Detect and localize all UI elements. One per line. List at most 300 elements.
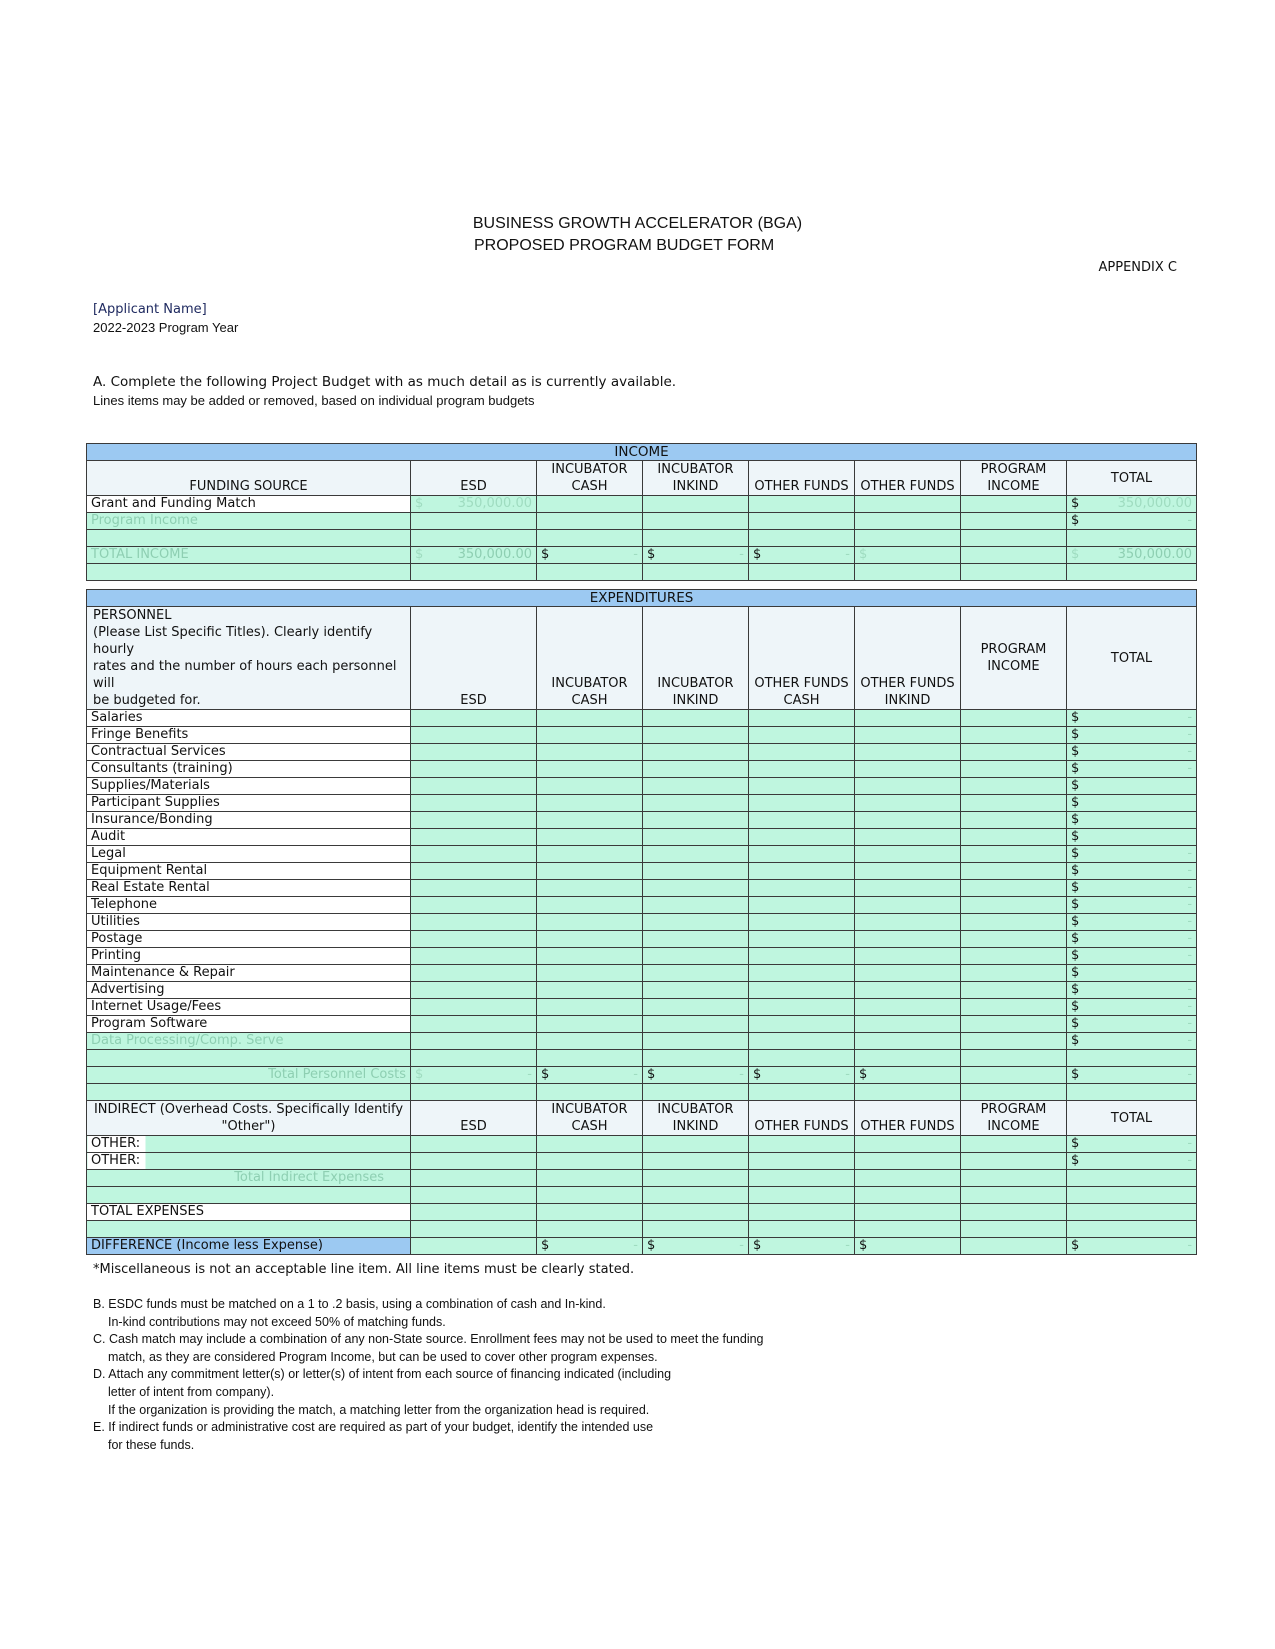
- expense-row: [87, 710, 1197, 727]
- input-cell[interactable]: [749, 897, 855, 914]
- program-year: 2022-2023 Program Year: [93, 320, 239, 335]
- input-cell[interactable]: [537, 982, 643, 999]
- other-label-input[interactable]: OTHER:: [87, 1153, 411, 1170]
- expenditures-section-header: EXPENDITURES: [87, 590, 1197, 607]
- input-cell[interactable]: [537, 812, 643, 829]
- total-value: -: [1187, 744, 1193, 759]
- input-cell[interactable]: [961, 863, 1067, 880]
- total-cell: [1067, 829, 1197, 846]
- incubator-inkind-total-value: -: [739, 547, 744, 562]
- input-cell[interactable]: [749, 795, 855, 812]
- diff-value: -: [845, 1238, 850, 1253]
- other-label-input[interactable]: OTHER:: [87, 1136, 411, 1153]
- input-cell[interactable]: [749, 914, 855, 931]
- total-cell: [1067, 1033, 1197, 1050]
- total-cell: [1067, 914, 1197, 931]
- input-cell[interactable]: [855, 982, 961, 999]
- input-cell[interactable]: [749, 1016, 855, 1033]
- input-cell[interactable]: [537, 795, 643, 812]
- dollar-sign: $: [1071, 880, 1080, 895]
- col-program-income: PROGRAM INCOME: [961, 1101, 1067, 1136]
- input-cell[interactable]: [643, 795, 749, 812]
- input-cell[interactable]: [961, 812, 1067, 829]
- input-cell[interactable]: [749, 812, 855, 829]
- dollar-sign: $: [1071, 846, 1080, 861]
- total-cell: [1067, 761, 1197, 778]
- input-cell[interactable]: [643, 1153, 749, 1170]
- total-value: -: [1187, 727, 1193, 742]
- total-cell: [1067, 982, 1197, 999]
- expense-blank-row-4: [87, 1221, 1197, 1238]
- incubator-inkind-total-value: -: [739, 1067, 744, 1082]
- input-cell[interactable]: [855, 496, 961, 513]
- input-cell[interactable]: [643, 513, 749, 530]
- input-cell[interactable]: [643, 982, 749, 999]
- personnel-grand-total: [1067, 1067, 1197, 1084]
- input-cell[interactable]: [855, 778, 961, 795]
- col-program-income: PROGRAM INCOME: [961, 461, 1067, 496]
- total-value: -: [1187, 880, 1193, 895]
- input-cell[interactable]: [749, 1153, 855, 1170]
- note-b-cont: In-kind contributions may not exceed 50% of matching funds.: [108, 1314, 446, 1329]
- input-cell[interactable]: [411, 778, 537, 795]
- input-cell[interactable]: [855, 513, 961, 530]
- other-funds-1-total-value: -: [845, 547, 850, 562]
- input-cell[interactable]: [411, 863, 537, 880]
- input-cell[interactable]: [749, 846, 855, 863]
- input-cell[interactable]: [855, 914, 961, 931]
- total-cell: [1067, 744, 1197, 761]
- col-incubator-inkind: INCUBATOR INKIND: [643, 607, 749, 710]
- expense-label: Contractual Services: [87, 744, 411, 761]
- input-cell[interactable]: [749, 931, 855, 948]
- expense-row: [87, 880, 1197, 897]
- col-total: TOTAL: [1067, 461, 1197, 496]
- personnel-instructions: PERSONNEL (Please List Specific Titles). Clearly identify hourly rates and the number of hours each personnel will be budgeted for.: [87, 607, 411, 710]
- input-cell[interactable]: [643, 727, 749, 744]
- input-cell[interactable]: [961, 744, 1067, 761]
- input-cell[interactable]: [537, 1136, 643, 1153]
- input-cell[interactable]: [643, 931, 749, 948]
- input-cell[interactable]: [537, 948, 643, 965]
- total-value: -: [1187, 982, 1193, 997]
- input-cell[interactable]: [643, 829, 749, 846]
- input-cell[interactable]: [411, 948, 537, 965]
- total-value: -: [1187, 1136, 1193, 1151]
- input-cell[interactable]: [855, 846, 961, 863]
- input-cell[interactable]: [749, 496, 855, 513]
- input-cell[interactable]: [961, 982, 1067, 999]
- income-row-program: [87, 513, 1197, 530]
- input-cell[interactable]: [411, 1136, 537, 1153]
- instruction-a: A. Complete the following Project Budget with as much detail as is currently available.: [93, 374, 677, 390]
- diff-value: -: [633, 1238, 638, 1253]
- row-label: Program Income: [87, 513, 411, 530]
- input-cell[interactable]: [537, 727, 643, 744]
- col-esd: ESD: [411, 1101, 537, 1136]
- input-cell[interactable]: [411, 982, 537, 999]
- spacer-row: [87, 581, 1197, 590]
- other-funds-2-difference: [855, 1238, 961, 1255]
- expense-label: Telephone: [87, 897, 411, 914]
- input-cell[interactable]: [411, 710, 537, 727]
- input-cell[interactable]: [411, 1033, 537, 1050]
- total-value: -: [1187, 999, 1193, 1014]
- input-cell[interactable]: [537, 1153, 643, 1170]
- indirect-label: INDIRECT (Overhead Costs. Specifically Identify "Other"): [87, 1101, 411, 1136]
- input-cell[interactable]: [643, 948, 749, 965]
- dollar-sign: $: [1071, 999, 1080, 1014]
- total-cell: [1067, 999, 1197, 1016]
- input-cell[interactable]: [961, 914, 1067, 931]
- input-cell[interactable]: [961, 931, 1067, 948]
- total-value: -: [1187, 897, 1193, 912]
- input-cell[interactable]: [961, 727, 1067, 744]
- input-cell[interactable]: [749, 880, 855, 897]
- grand-total-income-value: 350,000.00: [1117, 547, 1193, 562]
- input-cell[interactable]: [537, 1033, 643, 1050]
- total-value: -: [1187, 761, 1193, 776]
- dollar-sign: $: [647, 1238, 656, 1253]
- input-cell[interactable]: [855, 761, 961, 778]
- incubator-cash-difference: [537, 1238, 643, 1255]
- input-cell[interactable]: [855, 999, 961, 1016]
- input-cell[interactable]: [855, 1153, 961, 1170]
- input-cell[interactable]: [537, 914, 643, 931]
- input-cell[interactable]: [855, 1136, 961, 1153]
- total-cell: [1067, 880, 1197, 897]
- total-cell: [1067, 965, 1197, 982]
- dollar-sign: $: [1071, 761, 1080, 776]
- total-cell: [1067, 897, 1197, 914]
- input-cell[interactable]: [855, 897, 961, 914]
- input-cell[interactable]: [643, 1033, 749, 1050]
- input-cell[interactable]: [537, 829, 643, 846]
- input-cell[interactable]: [749, 761, 855, 778]
- dollar-sign: $: [1071, 965, 1080, 980]
- dollar-sign: $: [1071, 1136, 1080, 1151]
- input-cell[interactable]: [643, 1136, 749, 1153]
- input-cell[interactable]: [749, 744, 855, 761]
- total-cell: [1067, 948, 1197, 965]
- input-cell[interactable]: [537, 965, 643, 982]
- indirect-other-row-1: [87, 1136, 1197, 1153]
- input-cell[interactable]: [961, 1136, 1067, 1153]
- input-cell[interactable]: [643, 812, 749, 829]
- input-cell[interactable]: [961, 999, 1067, 1016]
- dollar-sign: $: [753, 547, 762, 562]
- input-cell[interactable]: [537, 761, 643, 778]
- total-value: -: [1187, 914, 1193, 929]
- other-funds-1-total: [749, 547, 855, 564]
- expense-row: [87, 863, 1197, 880]
- expense-row: [87, 999, 1197, 1016]
- note-e: E. If indirect funds or administrative cost are required as part of your budget, identify the intended use: [93, 1420, 654, 1435]
- col-incubator-inkind: INCUBATOR INKIND: [643, 461, 749, 496]
- input-cell[interactable]: [537, 1016, 643, 1033]
- diff-value: -: [1187, 1238, 1193, 1253]
- input-cell[interactable]: [855, 727, 961, 744]
- input-cell[interactable]: [749, 727, 855, 744]
- expense-label: Printing: [87, 948, 411, 965]
- expense-label: Legal: [87, 846, 411, 863]
- expense-label: Internet Usage/Fees: [87, 999, 411, 1016]
- input-cell[interactable]: [411, 513, 537, 530]
- input-cell[interactable]: [537, 496, 643, 513]
- total-cell: [1067, 710, 1197, 727]
- input-cell[interactable]: [961, 948, 1067, 965]
- input-cell[interactable]: [961, 829, 1067, 846]
- dollar-sign: $: [753, 1238, 762, 1253]
- input-cell[interactable]: [749, 1136, 855, 1153]
- dollar-sign: $: [859, 1238, 868, 1253]
- input-cell[interactable]: [855, 931, 961, 948]
- input-cell[interactable]: [643, 778, 749, 795]
- input-cell[interactable]: [537, 846, 643, 863]
- total-value: -: [1187, 931, 1193, 946]
- dollar-sign: $: [1071, 710, 1080, 725]
- input-cell[interactable]: [749, 999, 855, 1016]
- row-label: DIFFERENCE (Income less Expense): [87, 1238, 411, 1255]
- input-cell[interactable]: [643, 914, 749, 931]
- indirect-other-row-2: [87, 1153, 1197, 1170]
- total-difference: [1067, 1238, 1197, 1255]
- income-section-header: INCOME: [87, 444, 1197, 461]
- expense-row: [87, 778, 1197, 795]
- total-cell: [1067, 778, 1197, 795]
- input-cell[interactable]: [961, 761, 1067, 778]
- program-income-total: [961, 547, 1067, 564]
- total-value: -: [1187, 710, 1193, 725]
- input-cell[interactable]: [411, 1016, 537, 1033]
- total-income-row: [87, 547, 1197, 564]
- expense-label: Postage: [87, 931, 411, 948]
- input-cell[interactable]: [643, 761, 749, 778]
- expense-blank-row: [87, 1050, 1197, 1067]
- input-cell[interactable]: [643, 710, 749, 727]
- input-cell[interactable]: [411, 812, 537, 829]
- total-value: -: [1187, 948, 1193, 963]
- input-cell[interactable]: [411, 897, 537, 914]
- note-d: D. Attach any commitment letter(s) or letter(s) of intent from each source of financing indicated (including: [93, 1367, 672, 1382]
- col-program-income: PROGRAM INCOME: [961, 607, 1067, 710]
- input-cell[interactable]: [855, 863, 961, 880]
- input-cell[interactable]: [537, 880, 643, 897]
- input-cell[interactable]: [855, 880, 961, 897]
- input-cell[interactable]: [961, 880, 1067, 897]
- col-other-funds-inkind: OTHER FUNDS INKIND: [855, 607, 961, 710]
- incubator-inkind-difference: [643, 1238, 749, 1255]
- appendix-label: APPENDIX C: [1098, 260, 1177, 275]
- total-personnel-row: [87, 1067, 1197, 1084]
- expense-row: [87, 812, 1197, 829]
- dollar-sign: $: [541, 1067, 550, 1082]
- total-value: -: [1187, 1153, 1193, 1168]
- input-cell[interactable]: [961, 513, 1067, 530]
- total-value: 350,000.00: [1117, 496, 1193, 511]
- esd-total: [411, 1067, 537, 1084]
- input-cell[interactable]: [643, 897, 749, 914]
- income-row-grant: [87, 496, 1197, 513]
- esd-value: 350,000.00: [457, 496, 532, 511]
- input-cell[interactable]: [961, 795, 1067, 812]
- input-cell[interactable]: [749, 863, 855, 880]
- expense-label: Real Estate Rental: [87, 880, 411, 897]
- input-cell[interactable]: [961, 1153, 1067, 1170]
- total-value: -: [1187, 513, 1193, 528]
- income-section-row: [87, 444, 1197, 461]
- input-cell[interactable]: [749, 513, 855, 530]
- input-cell[interactable]: [749, 965, 855, 982]
- input-cell[interactable]: [855, 710, 961, 727]
- applicant-name-field[interactable]: [Applicant Name]: [93, 302, 207, 317]
- input-cell[interactable]: [411, 1153, 537, 1170]
- dollar-sign: $: [1071, 1153, 1080, 1168]
- input-cell[interactable]: [749, 829, 855, 846]
- input-cell[interactable]: [411, 931, 537, 948]
- expense-label: Data Processing/Comp. Serve: [87, 1033, 411, 1050]
- dollar-sign: $: [1071, 829, 1080, 844]
- expense-row: [87, 761, 1197, 778]
- total-expenses-row: [87, 1204, 1197, 1221]
- input-cell[interactable]: [961, 846, 1067, 863]
- budget-table: [86, 443, 1197, 1255]
- expenditures-header-row: [87, 607, 1197, 710]
- input-cell[interactable]: [749, 778, 855, 795]
- col-incubator-inkind: INCUBATOR INKIND: [643, 1101, 749, 1136]
- input-cell[interactable]: [855, 744, 961, 761]
- misc-note: *Miscellaneous is not an acceptable line item. All line items must be clearly stated.: [93, 1262, 635, 1277]
- input-cell[interactable]: [855, 812, 961, 829]
- expense-label: Fringe Benefits: [87, 727, 411, 744]
- expense-blank-row-2: [87, 1084, 1197, 1101]
- input-cell[interactable]: [537, 744, 643, 761]
- input-cell[interactable]: [411, 999, 537, 1016]
- input-cell[interactable]: [411, 965, 537, 982]
- input-cell[interactable]: [411, 829, 537, 846]
- input-cell[interactable]: [643, 965, 749, 982]
- dollar-sign: $: [415, 547, 424, 562]
- input-cell[interactable]: [643, 846, 749, 863]
- program-income-total: [961, 1067, 1067, 1084]
- input-cell[interactable]: [537, 999, 643, 1016]
- form-subtitle: PROPOSED PROGRAM BUDGET FORM: [474, 237, 775, 254]
- note-d-cont: letter of intent from company).: [108, 1384, 275, 1399]
- input-cell[interactable]: [643, 1016, 749, 1033]
- input-cell[interactable]: [855, 795, 961, 812]
- expense-row: [87, 931, 1197, 948]
- input-cell[interactable]: [643, 863, 749, 880]
- program-income-difference: [961, 1238, 1067, 1255]
- expense-label: Advertising: [87, 982, 411, 999]
- dollar-sign: $: [1071, 496, 1080, 511]
- input-cell[interactable]: [749, 1033, 855, 1050]
- expense-label: Utilities: [87, 914, 411, 931]
- input-cell[interactable]: [749, 982, 855, 999]
- input-cell[interactable]: [411, 795, 537, 812]
- expense-label: Program Software: [87, 1016, 411, 1033]
- input-cell[interactable]: [855, 948, 961, 965]
- input-cell[interactable]: [411, 880, 537, 897]
- input-cell[interactable]: [749, 948, 855, 965]
- note-b: B. ESDC funds must be matched on a 1 to .2 basis, using a combination of cash and In-kind.: [93, 1297, 606, 1311]
- esd-cell[interactable]: [411, 496, 537, 513]
- input-cell[interactable]: [643, 744, 749, 761]
- total-value: -: [1187, 863, 1193, 878]
- input-cell[interactable]: [537, 513, 643, 530]
- input-cell[interactable]: [855, 965, 961, 982]
- form-title: BUSINESS GROWTH ACCELERATOR (BGA): [472, 215, 803, 232]
- note-c: C. Cash match may include a combination of any non-State source. Enrollment fees may not be used to meet the funding: [93, 1332, 764, 1347]
- input-cell[interactable]: [961, 897, 1067, 914]
- personnel-grand-total-value: -: [1187, 1067, 1193, 1082]
- input-cell[interactable]: [961, 1033, 1067, 1050]
- input-cell[interactable]: [411, 761, 537, 778]
- input-cell[interactable]: [961, 710, 1067, 727]
- difference-row: [87, 1238, 1197, 1255]
- dollar-sign: $: [415, 496, 424, 511]
- expense-row: [87, 914, 1197, 931]
- other-funds-2-total: [855, 547, 961, 564]
- input-cell[interactable]: [537, 897, 643, 914]
- expense-row: [87, 965, 1197, 982]
- input-cell[interactable]: [855, 1033, 961, 1050]
- dollar-sign: $: [1071, 547, 1080, 562]
- input-cell[interactable]: [537, 931, 643, 948]
- dollar-sign: $: [647, 1067, 656, 1082]
- col-incubator-cash: INCUBATOR CASH: [537, 461, 643, 496]
- dollar-sign: $: [859, 547, 868, 562]
- input-cell[interactable]: [643, 999, 749, 1016]
- input-cell[interactable]: [537, 863, 643, 880]
- row-label: TOTAL EXPENSES: [87, 1204, 411, 1221]
- expense-row: [87, 795, 1197, 812]
- total-value: -: [1187, 846, 1193, 861]
- income-blank-row: [87, 530, 1197, 547]
- col-esd: ESD: [411, 461, 537, 496]
- note-c-cont: match, as they are considered Program Income, but can be used to cover other program expenses.: [108, 1349, 658, 1364]
- income-blank-row-2: [87, 564, 1197, 581]
- total-cell: [1067, 1136, 1197, 1153]
- input-cell[interactable]: [855, 1016, 961, 1033]
- dollar-sign: $: [1071, 1238, 1080, 1253]
- indirect-header-row: [87, 1101, 1197, 1136]
- input-cell[interactable]: [855, 829, 961, 846]
- input-cell[interactable]: [643, 880, 749, 897]
- total-cell: [1067, 846, 1197, 863]
- esd-difference: [411, 1238, 537, 1255]
- input-cell[interactable]: [749, 710, 855, 727]
- input-cell[interactable]: [537, 710, 643, 727]
- total-value: -: [1187, 1033, 1193, 1048]
- total-cell: [1067, 863, 1197, 880]
- input-cell[interactable]: [411, 727, 537, 744]
- diff-value: -: [739, 1238, 744, 1253]
- col-other-funds-1: OTHER FUNDS: [749, 461, 855, 496]
- input-cell[interactable]: [961, 1016, 1067, 1033]
- input-cell[interactable]: [537, 778, 643, 795]
- expense-row: [87, 846, 1197, 863]
- incubator-cash-total-value: -: [633, 547, 638, 562]
- input-cell[interactable]: [961, 496, 1067, 513]
- input-cell[interactable]: [411, 744, 537, 761]
- input-cell[interactable]: [411, 914, 537, 931]
- input-cell[interactable]: [643, 496, 749, 513]
- col-total: TOTAL: [1067, 607, 1197, 710]
- input-cell[interactable]: [961, 778, 1067, 795]
- input-cell[interactable]: [411, 846, 537, 863]
- input-cell[interactable]: [961, 965, 1067, 982]
